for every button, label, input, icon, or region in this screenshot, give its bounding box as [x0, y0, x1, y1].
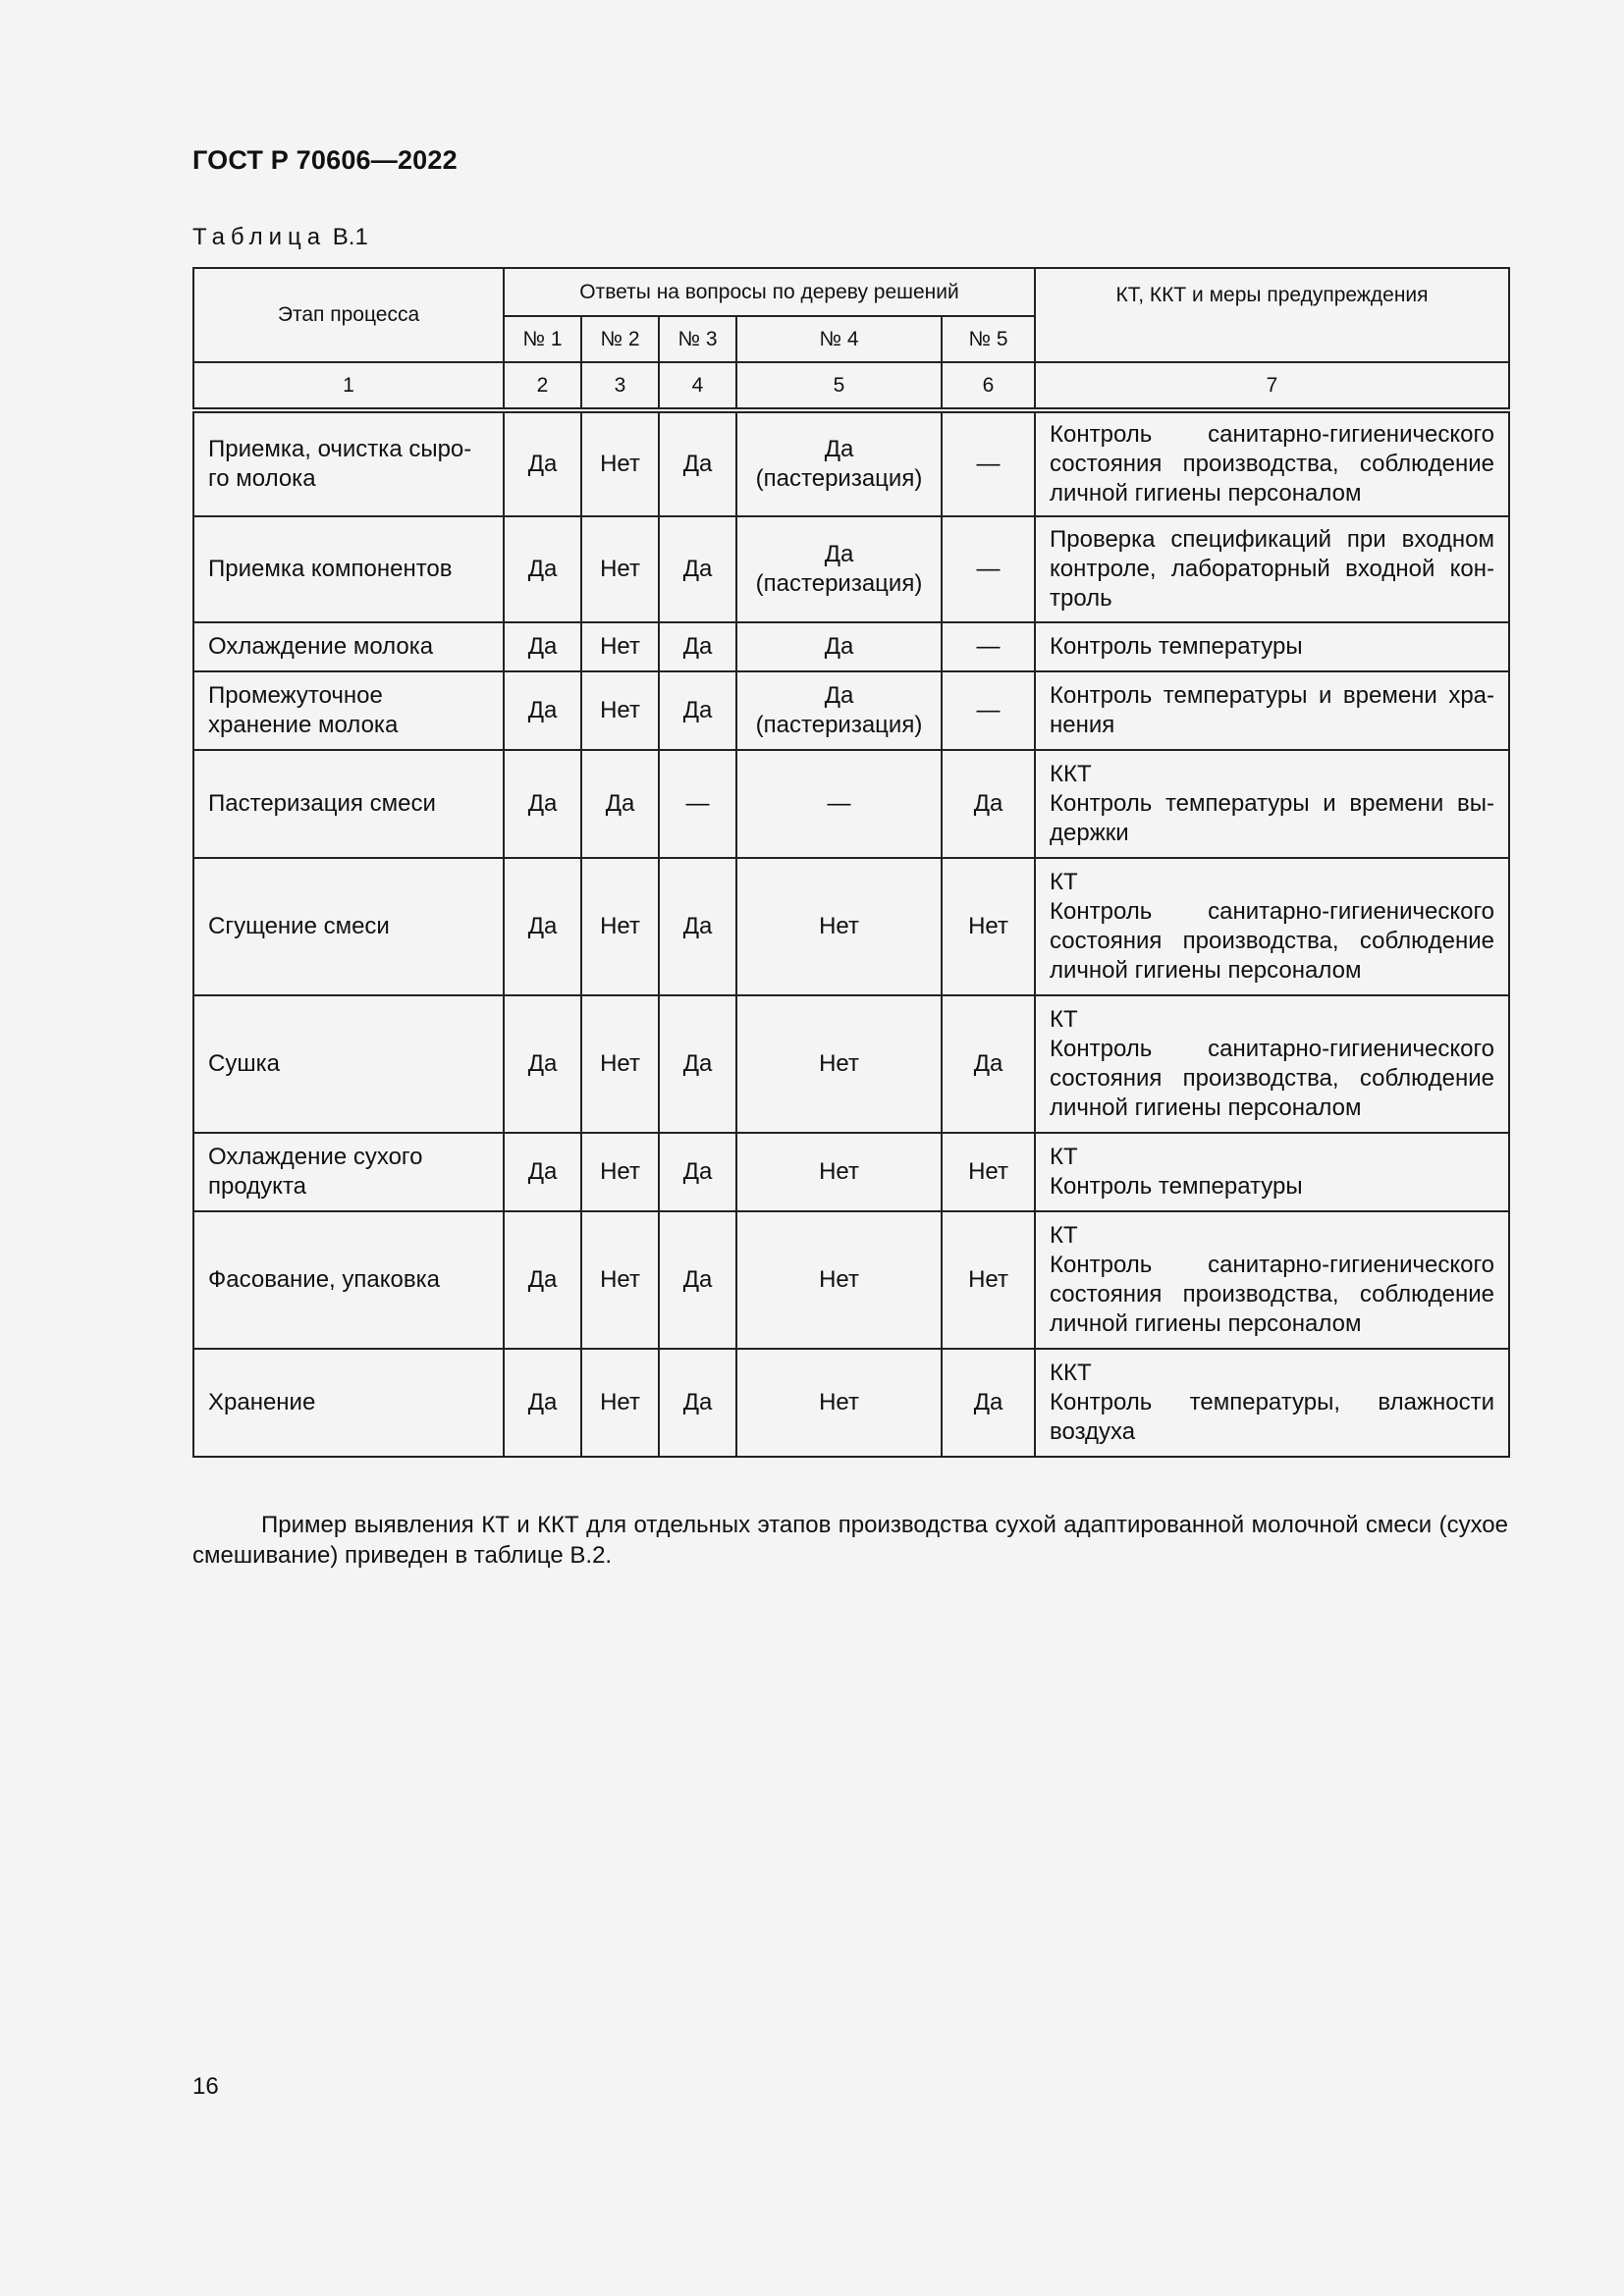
table-row [193, 1133, 1509, 1211]
answer-5-cell: Нет [942, 1211, 1035, 1349]
answer-4-cell: Да (пастеризация) [736, 671, 942, 750]
measure-text: Контроль санитарно-гигиенического состояния производства, соблюдение личной гигиены персоналом [1050, 1036, 1495, 1121]
answer-4-cell: Да (пастеризация) [736, 410, 942, 516]
control-point-label: ККТ [1050, 1360, 1092, 1386]
table-row [193, 410, 1509, 516]
table-row [193, 750, 1509, 858]
answer-3-cell: Да [659, 995, 736, 1133]
control-point-label: КТ [1050, 1222, 1078, 1249]
measure-cell [1035, 858, 1509, 995]
measure-text: Проверка спецификаций при входном контроле, лабораторный входной кон-троль [1050, 526, 1495, 612]
header-q5: № 5 [942, 316, 1035, 362]
header-answers-group: Ответы на вопросы по дереву решений [504, 268, 1035, 316]
stage-cell: Охлаждение сухого продукта [193, 1133, 504, 1211]
measure-cell [1035, 671, 1509, 750]
answer-1-cell: Да [504, 622, 581, 671]
answer-1-cell: Да [504, 750, 581, 858]
header-stage: Этап процесса [193, 268, 504, 362]
answer-2-cell: Нет [581, 1211, 659, 1349]
stage-cell: Пастеризация смеси [193, 750, 504, 858]
header-q2: № 2 [581, 316, 659, 362]
answer-1-cell: Да [504, 1349, 581, 1457]
answer-4-cell: Нет [736, 1349, 942, 1457]
answer-1-cell: Да [504, 671, 581, 750]
stage-cell: Промежуточное хранение молока [193, 671, 504, 750]
answer-5-cell: — [942, 671, 1035, 750]
answer-2-cell: Нет [581, 410, 659, 516]
answer-5-cell: Нет [942, 1133, 1035, 1211]
column-number: 6 [942, 362, 1035, 410]
table-row [193, 1211, 1509, 1349]
header-measures: КТ, ККТ и меры предупреждения [1035, 268, 1509, 362]
control-point-label: ККТ [1050, 761, 1092, 787]
answer-1-cell: Да [504, 995, 581, 1133]
header-q1: № 1 [504, 316, 581, 362]
answer-4-cell: — [736, 750, 942, 858]
table-caption-word: Таблица [192, 224, 327, 250]
column-number: 2 [504, 362, 581, 410]
measure-text: Контроль температуры, влажности воздуха [1050, 1389, 1495, 1445]
header-q3: № 3 [659, 316, 736, 362]
stage-cell: Фасование, упаковка [193, 1211, 504, 1349]
table-row [193, 622, 1509, 671]
measure-cell [1035, 750, 1509, 858]
answer-3-cell: Да [659, 1349, 736, 1457]
column-number: 4 [659, 362, 736, 410]
answer-5-cell: Нет [942, 858, 1035, 995]
answer-3-cell: Да [659, 622, 736, 671]
document-title: ГОСТ Р 70606—2022 [192, 145, 458, 175]
table-row [193, 671, 1509, 750]
answer-5-cell: Да [942, 1349, 1035, 1457]
answer-5-cell: — [942, 622, 1035, 671]
measure-cell [1035, 995, 1509, 1133]
answer-4-cell: Нет [736, 995, 942, 1133]
measure-cell [1035, 1211, 1509, 1349]
page-number: 16 [192, 2073, 219, 2100]
stage-cell: Сушка [193, 995, 504, 1133]
answer-3-cell: Да [659, 1133, 736, 1211]
column-number: 3 [581, 362, 659, 410]
answer-5-cell: — [942, 410, 1035, 516]
answer-2-cell: Нет [581, 671, 659, 750]
header-q4: № 4 [736, 316, 942, 362]
decision-tree-table [192, 267, 1510, 1458]
answer-3-cell: Да [659, 410, 736, 516]
answer-4-cell: Нет [736, 858, 942, 995]
column-number: 7 [1035, 362, 1509, 410]
answer-5-cell: Да [942, 750, 1035, 858]
answer-5-cell: Да [942, 995, 1035, 1133]
answer-3-cell: Да [659, 1211, 736, 1349]
answer-1-cell: Да [504, 410, 581, 516]
answer-1-cell: Да [504, 1211, 581, 1349]
measure-cell [1035, 1349, 1509, 1457]
measure-text: Контроль температуры [1050, 633, 1303, 660]
measure-text: Контроль санитарно-гигиенического состояния производства, соблюдение личной гигиены персоналом [1050, 1252, 1495, 1337]
answer-2-cell: Нет [581, 858, 659, 995]
measure-text: Контроль санитарно-гигиенического состояния производства, соблюдение личной гигиены персоналом [1050, 421, 1495, 507]
measure-cell [1035, 410, 1509, 516]
table-row [193, 1349, 1509, 1457]
answer-3-cell: Да [659, 671, 736, 750]
answer-3-cell: Да [659, 858, 736, 995]
measure-cell [1035, 516, 1509, 622]
measure-text: Контроль санитарно-гигиенического состояния производства, соблюдение личной гигиены персоналом [1050, 898, 1495, 984]
answer-1-cell: Да [504, 858, 581, 995]
answer-3-cell: — [659, 750, 736, 858]
control-point-label: КТ [1050, 1144, 1078, 1170]
control-point-label: КТ [1050, 869, 1078, 895]
measure-text: Контроль температуры [1050, 1173, 1303, 1200]
answer-2-cell: Нет [581, 995, 659, 1133]
answer-4-cell: Да (пастеризация) [736, 516, 942, 622]
answer-4-cell: Нет [736, 1133, 942, 1211]
answer-1-cell: Да [504, 1133, 581, 1211]
stage-cell: Приемка компонентов [193, 516, 504, 622]
stage-cell: Охлаждение молока [193, 622, 504, 671]
control-point-label: КТ [1050, 1006, 1078, 1033]
table-caption-number: В.1 [332, 224, 368, 250]
stage-cell: Хранение [193, 1349, 504, 1457]
answer-4-cell: Нет [736, 1211, 942, 1349]
answer-2-cell: Нет [581, 516, 659, 622]
measure-cell [1035, 1133, 1509, 1211]
body-paragraph: Пример выявления КТ и ККТ для отдельных этапов производства сухой адаптированной молочной смеси (сухое смешивание) приведен в таблице В.2. [192, 1512, 1508, 1569]
answer-1-cell: Да [504, 516, 581, 622]
measure-cell [1035, 622, 1509, 671]
table-row [193, 995, 1509, 1133]
answer-2-cell: Нет [581, 1349, 659, 1457]
column-number-row [193, 362, 1509, 410]
table-caption [192, 224, 368, 251]
table-row [193, 858, 1509, 995]
answer-2-cell: Да [581, 750, 659, 858]
stage-cell: Приемка, очистка сыро-го молока [193, 410, 504, 516]
stage-cell: Сгущение смеси [193, 858, 504, 995]
measure-text: Контроль температуры и времени хра-нения [1050, 682, 1495, 738]
answer-3-cell: Да [659, 516, 736, 622]
table-row [193, 516, 1509, 622]
column-number: 5 [736, 362, 942, 410]
answer-2-cell: Нет [581, 622, 659, 671]
measure-text: Контроль температуры и времени вы-держки [1050, 790, 1495, 846]
column-number: 1 [193, 362, 504, 410]
answer-5-cell: — [942, 516, 1035, 622]
answer-4-cell: Да [736, 622, 942, 671]
answer-2-cell: Нет [581, 1133, 659, 1211]
